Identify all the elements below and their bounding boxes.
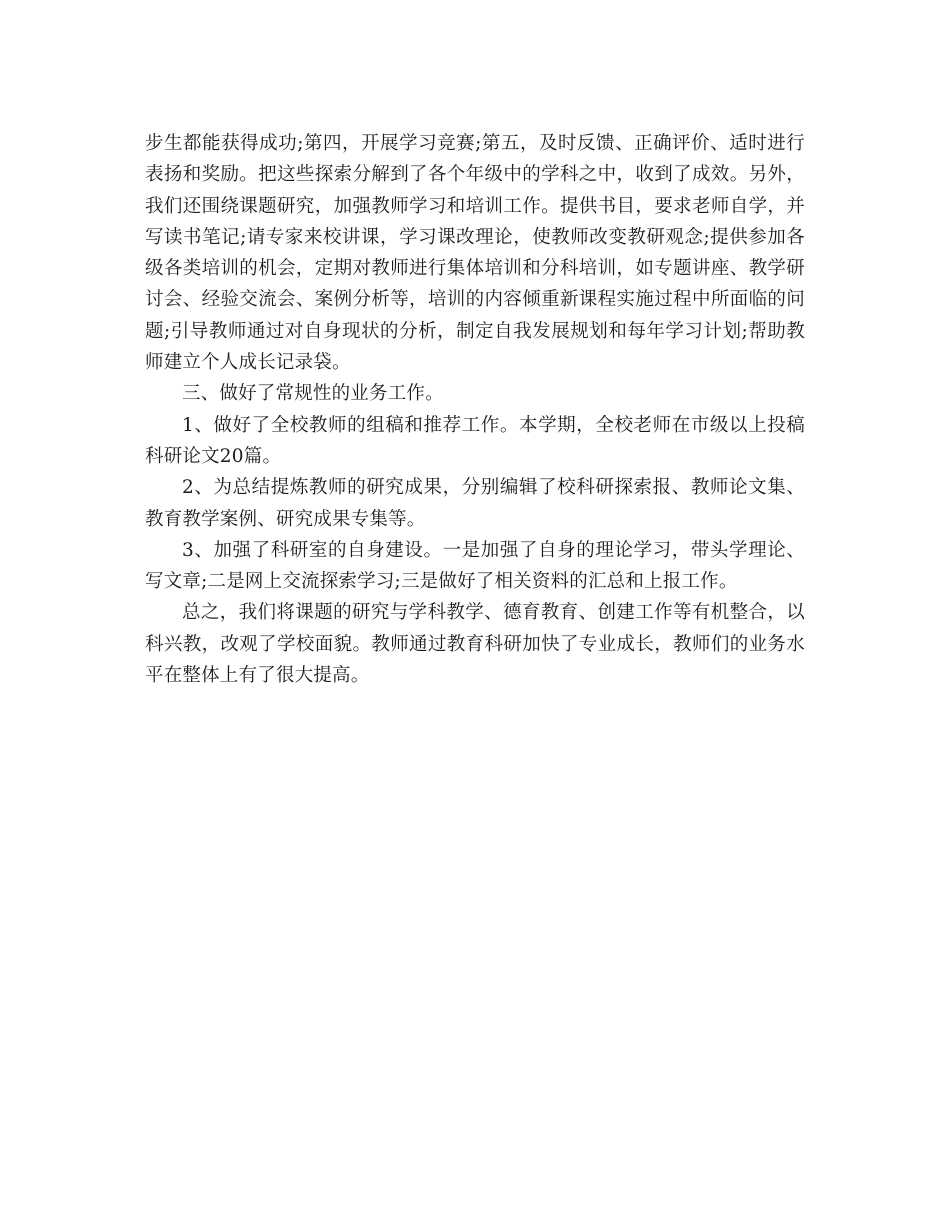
paragraph-item-2: 2、为总结提炼教师的研究成果，分别编辑了校科研探索报、教师论文集、教育教学案例、研究成果专集等。 xyxy=(145,477,805,530)
paragraph-summary: 总之，我们将课题的研究与学科教学、德育教育、创建工作等有机整合，以科兴教，改观了学校面貌。教师通过教育科研加快了专业成长，教师们的业务水平在整体上有了很大提高。 xyxy=(145,602,805,687)
paragraph-item-1: 1、做好了全校教师的组稿和推荐工作。本学期，全校老师在市级以上投稿科研论文20篇。 xyxy=(145,414,805,467)
document-body xyxy=(145,128,805,691)
paragraph-continuation: 步生都能获得成功;第四，开展学习竞赛;第五，及时反馈、正确评价、适时进行表扬和奖励。把这些探索分解到了各个年级中的学科之中，收到了成效。另外，我们还围绕课题研究，加强教师学习和培训工作。提供书目，要求老师自学，并写读书笔记;请专家来校讲课，学习课改理论，使教师改变教研观念;提供参加各级各类培训的机会，定期对教师进行集体培训和分科培训，如专题讲座、教学研讨会、经验交流会、案例分析等，培训的内容倾重新课程实施过程中所面临的问题;引导教师通过对自身现状的分析，制定自我发展规划和每年学习计划;帮助教师建立个人成长记录袋。 xyxy=(145,133,805,374)
section-heading-three: 三、做好了常规性的业务工作。 xyxy=(182,383,444,405)
paragraph-item-3: 3、加强了科研室的自身建设。一是加强了自身的理论学习，带头学理论、写文章;二是网上交流探索学习;三是做好了相关资料的汇总和上报工作。 xyxy=(145,539,805,593)
